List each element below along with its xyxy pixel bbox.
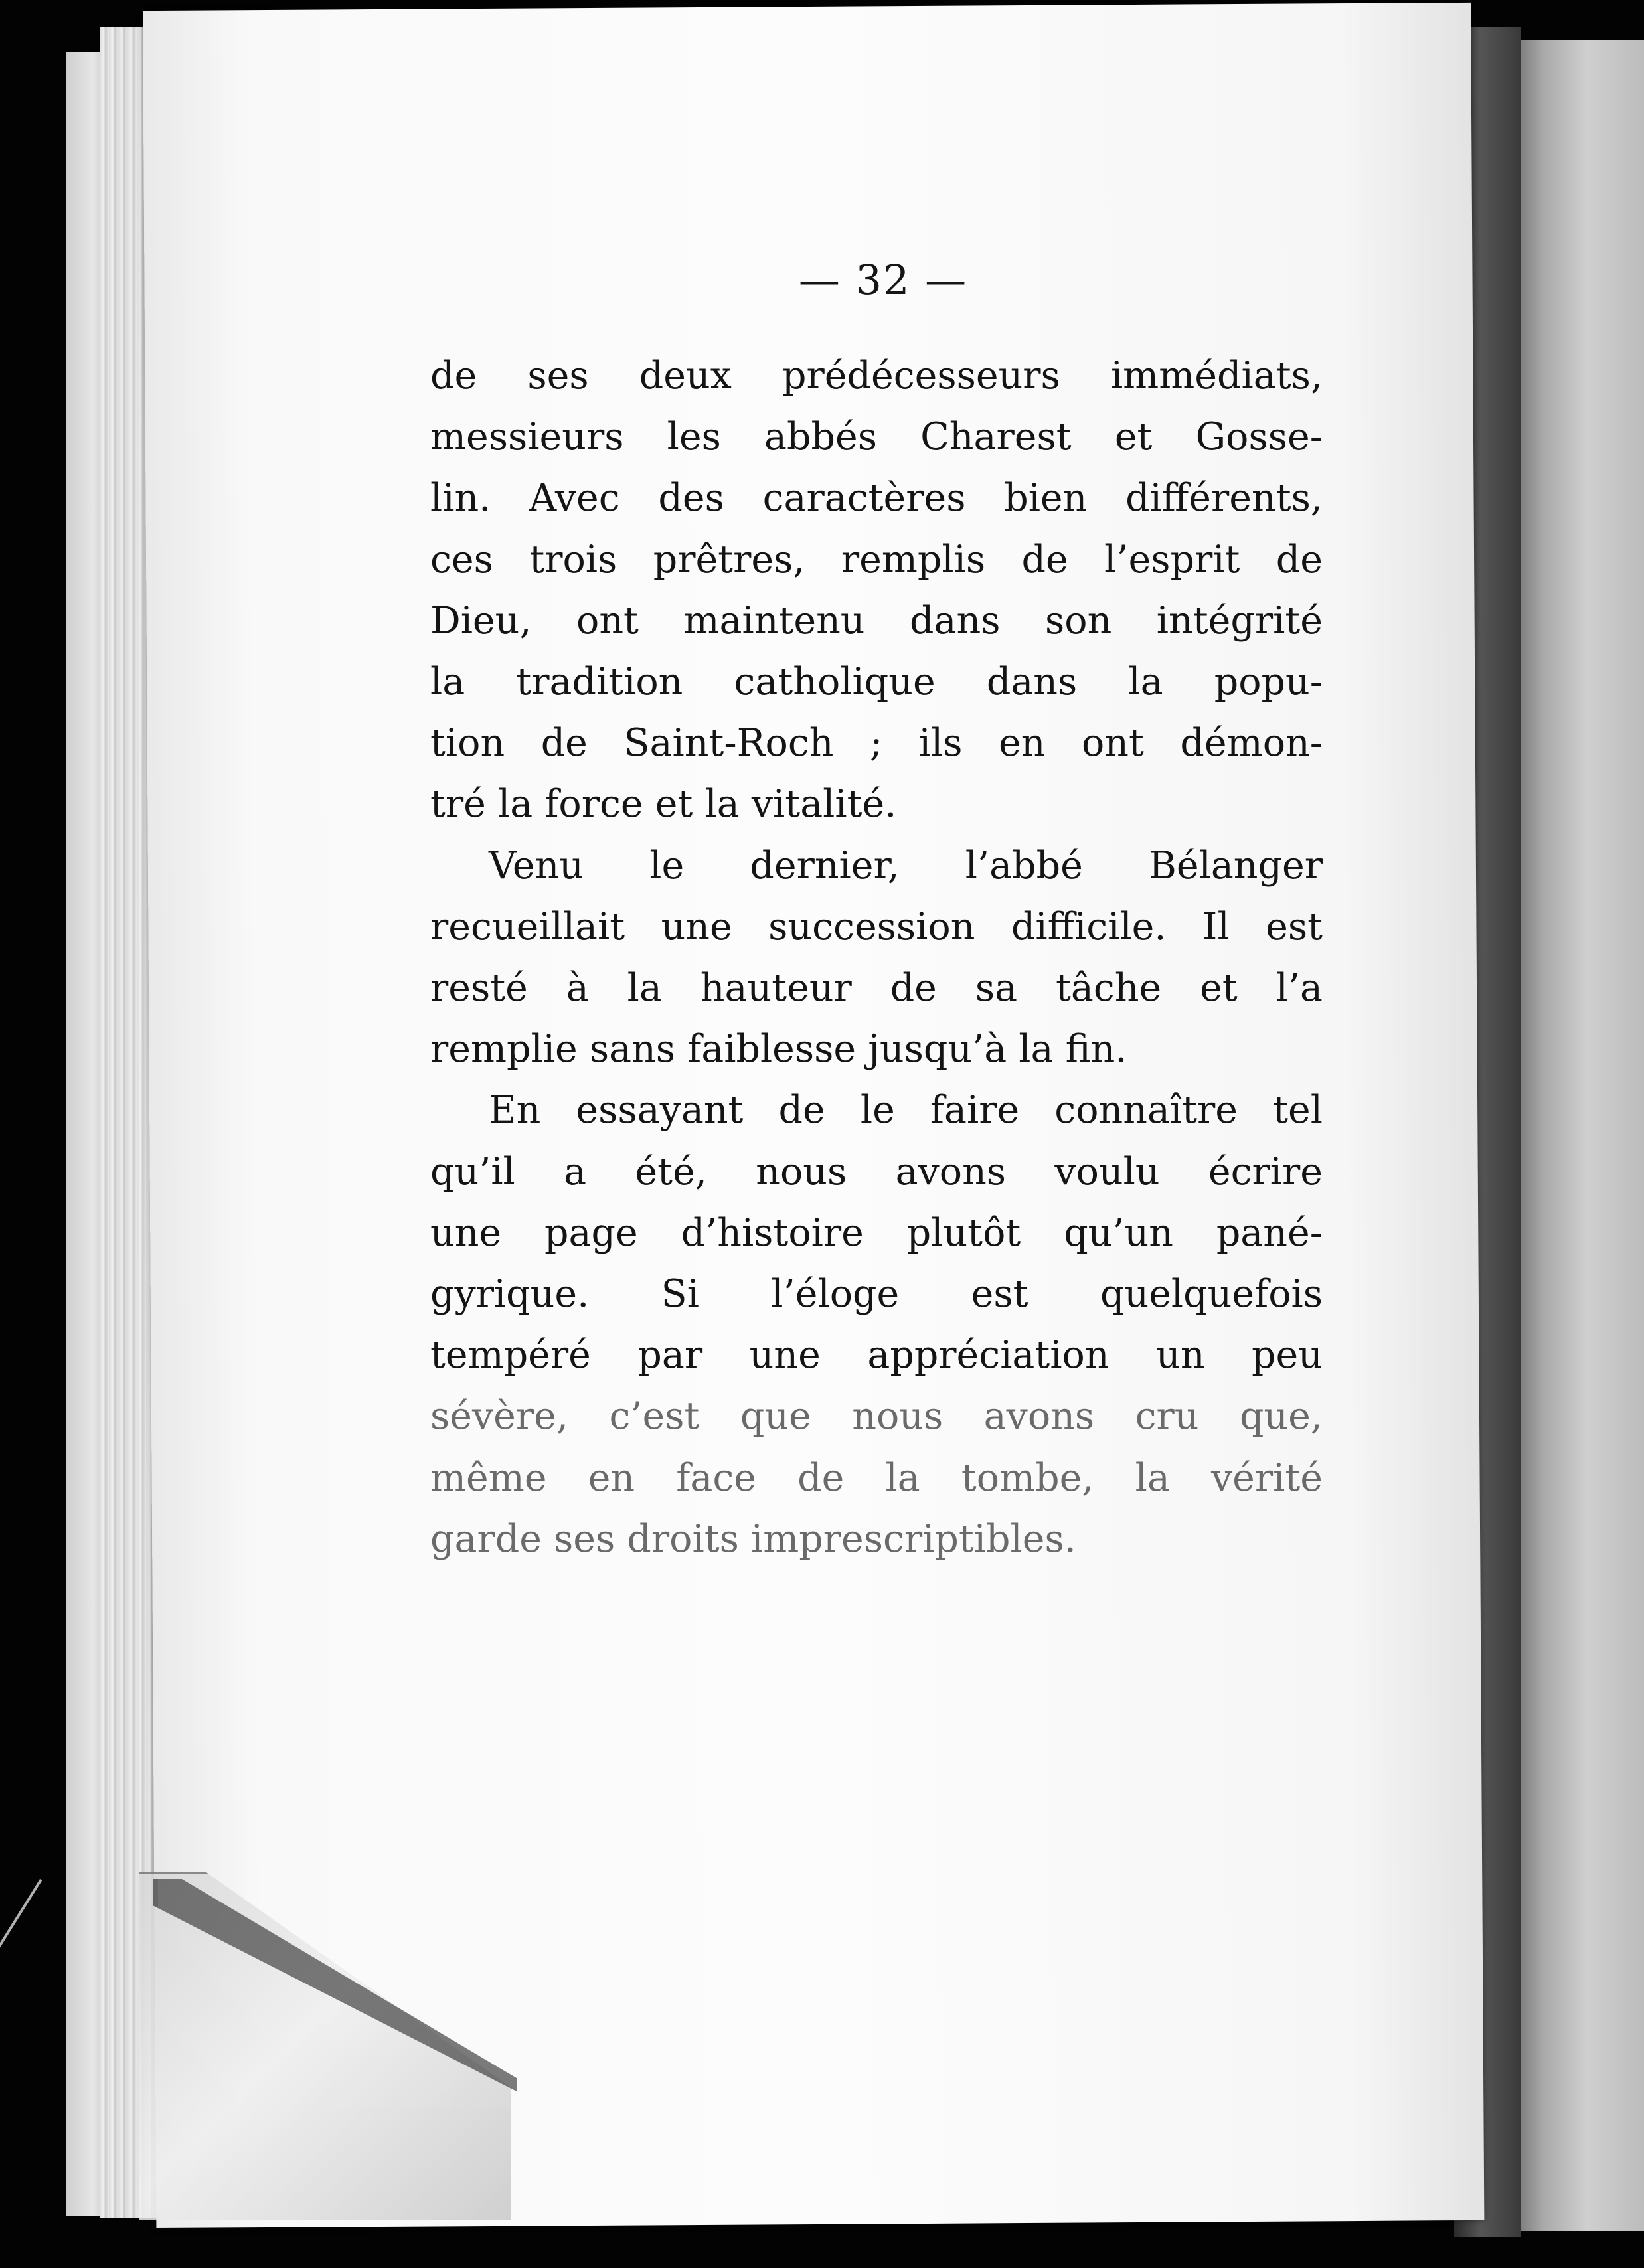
paragraph-2	[430, 835, 1323, 1080]
text-line: de ses deux prédécesseurs immédiats,	[430, 354, 1323, 398]
text-line: une page d’histoire plutôt qu’un pané-	[430, 1210, 1323, 1255]
text-line: lin. Avec des caractères bien différents,	[430, 476, 1323, 521]
text-line: ces trois prêtres, remplis de l’esprit de	[430, 537, 1323, 582]
page-body-text	[430, 345, 1323, 1570]
text-line: tion de Saint-Roch ; ils en ont démon-	[430, 721, 1323, 766]
text-line: tempéré par une appréciation un peu	[430, 1333, 1323, 1378]
text-line: recueillait une succession difficile. Il est	[430, 904, 1323, 949]
text-line: même en face de la tombe, la vérité	[430, 1455, 1323, 1500]
text-line: gyrique. Si l’éloge est quelquefois	[430, 1272, 1323, 1317]
page-number: — 32 —	[798, 256, 968, 304]
text-line: Dieu, ont maintenu dans son intégrité	[430, 598, 1323, 643]
text-line: garde ses droits imprescriptibles.	[430, 1516, 1076, 1561]
text-line: En essayant de le faire connaître tel	[489, 1088, 1323, 1133]
loose-thread	[0, 1879, 42, 2196]
text-line: la tradition catholique dans la popu-	[430, 660, 1323, 704]
text-line: messieurs les abbés Charest et Gosse-	[430, 415, 1323, 459]
text-line: qu’il a été, nous avons voulu écrire	[430, 1149, 1323, 1194]
text-line: resté à la hauteur de sa tâche et l’a	[430, 966, 1323, 1011]
adjacent-page	[1501, 40, 1644, 2231]
text-line: tré la force et la vitalité.	[430, 782, 897, 827]
paragraph-1	[430, 345, 1323, 835]
paragraph-3	[430, 1080, 1323, 1570]
text-line: Venu le dernier, l’abbé Bélanger	[489, 843, 1323, 888]
text-line: sévère, c’est que nous avons cru que,	[430, 1394, 1323, 1439]
text-line: remplie sans faiblesse jusqu’à la fin.	[430, 1027, 1127, 1072]
